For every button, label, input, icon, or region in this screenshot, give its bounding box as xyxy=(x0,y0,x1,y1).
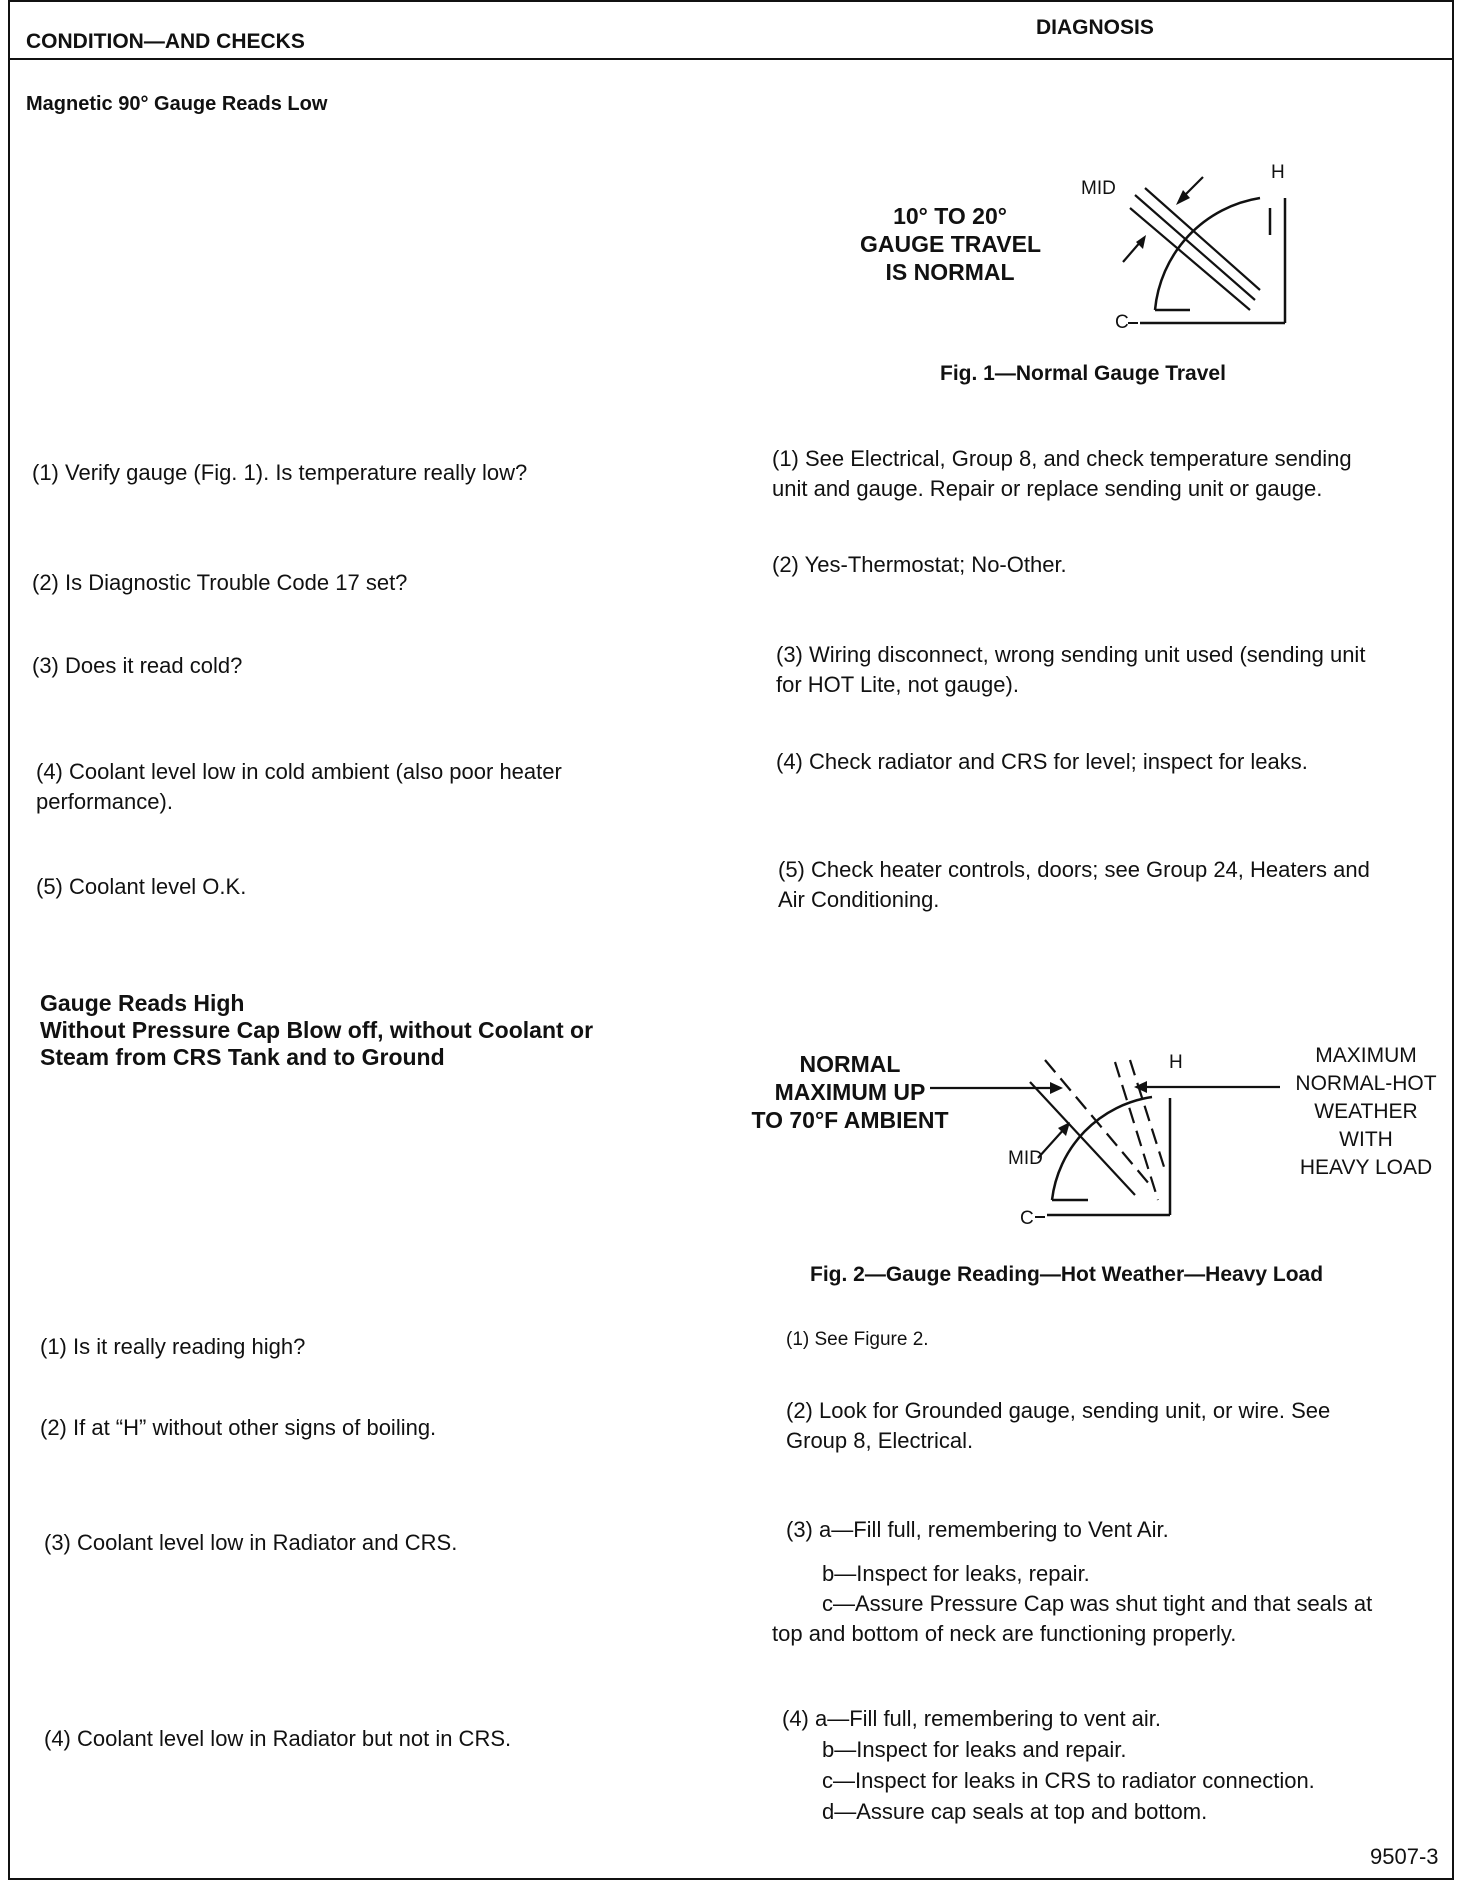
s1-check-2: (2) Is Diagnostic Trouble Code 17 set? xyxy=(32,570,408,595)
diagnosis-line: (2) Look for Grounded gauge, sending unit, or wire. See xyxy=(786,1398,1331,1423)
s2-check-1: (1) Is it really reading high? xyxy=(40,1334,306,1359)
s2-diagnosis-4 xyxy=(782,1703,1315,1827)
s1-check-3: (3) Does it read cold? xyxy=(32,653,243,678)
fig1-label-hot: H xyxy=(1271,162,1285,183)
diagnosis-line: d—Assure cap seals at top and bottom. xyxy=(822,1799,1208,1824)
section2-title-line: Steam from CRS Tank and to Ground xyxy=(40,1044,445,1070)
s1-check-4 xyxy=(36,757,562,817)
s1-diagnosis-3 xyxy=(776,640,1365,700)
fig2-right-note-line: MAXIMUM xyxy=(1315,1044,1417,1067)
check-line: performance). xyxy=(36,789,173,814)
fig2-caption: Fig. 2—Gauge Reading—Hot Weather—Heavy Load xyxy=(810,1263,1324,1286)
fig1-needle xyxy=(1135,195,1255,300)
fig2-left-note-line: MAXIMUM UP xyxy=(774,1079,926,1105)
header-diagnosis: DIAGNOSIS xyxy=(1036,16,1154,39)
diagnosis-line: b—Inspect for leaks and repair. xyxy=(822,1737,1127,1762)
s2-diagnosis-3 xyxy=(772,1515,1372,1649)
fig2-left-note-line: NORMAL xyxy=(799,1051,901,1077)
page-code: 9507-3 xyxy=(1370,1844,1439,1869)
fig2-label-mid: MID xyxy=(1008,1148,1043,1169)
fig1-note-line: 10° TO 20° xyxy=(893,203,1007,229)
diagnosis-line: top and bottom of neck are functioning properly. xyxy=(772,1621,1237,1646)
s2-diagnosis-2 xyxy=(786,1396,1330,1456)
fig2-right-note-line: HEAVY LOAD xyxy=(1299,1156,1433,1179)
section1-title: Magnetic 90° Gauge Reads Low xyxy=(26,93,328,115)
fig1-label-mid: MID xyxy=(1081,178,1116,199)
diagnosis-line: Group 8, Electrical. xyxy=(786,1428,974,1453)
diagnosis-line: unit and gauge. Repair or replace sending unit or gauge. xyxy=(772,476,1323,501)
diagnosis-line: for HOT Lite, not gauge). xyxy=(776,672,1019,697)
diagnosis-line: c—Assure Pressure Cap was shut tight and that seals at xyxy=(822,1591,1373,1616)
s1-diagnosis-5 xyxy=(778,855,1370,915)
fig1-note-line: IS NORMAL xyxy=(885,259,1015,285)
s2-diagnosis-1: (1) See Figure 2. xyxy=(786,1329,929,1350)
fig2-right-note-line: WITH xyxy=(1339,1128,1393,1151)
section2-title xyxy=(40,990,593,1071)
s2-check-2: (2) If at “H” without other signs of boiling. xyxy=(40,1415,437,1440)
s1-check-5: (5) Coolant level O.K. xyxy=(36,874,247,899)
s1-check-1: (1) Verify gauge (Fig. 1). Is temperature really low? xyxy=(32,460,528,485)
fig1-note-line: GAUGE TRAVEL xyxy=(860,231,1042,257)
fig2-left-arrowhead xyxy=(1050,1082,1063,1094)
header-condition: CONDITION—AND CHECKS xyxy=(26,30,305,53)
fig2-label-hot: H xyxy=(1169,1052,1183,1073)
diagnosis-line: (4) a—Fill full, remembering to vent air. xyxy=(782,1706,1162,1731)
diagnosis-line: (3) a—Fill full, remembering to Vent Air. xyxy=(786,1517,1169,1542)
diagnosis-line: c—Inspect for leaks in CRS to radiator connection. xyxy=(822,1768,1315,1793)
fig2-needle-dashed xyxy=(1130,1060,1165,1170)
fig2-left-note-line: TO 70°F AMBIENT xyxy=(751,1107,949,1133)
diagnosis-line: (3) Wiring disconnect, wrong sending unit used (sending unit xyxy=(776,642,1366,667)
fig1-label-cold: C xyxy=(1115,312,1129,333)
diagnosis-line: Air Conditioning. xyxy=(778,887,940,912)
s1-diagnosis-2: (2) Yes-Thermostat; No-Other. xyxy=(772,552,1067,577)
fig2-right-note xyxy=(1282,1042,1450,1182)
diagnosis-line: (5) Check heater controls, doors; see Group 24, Heaters and xyxy=(778,857,1370,882)
diagnosis-line: b—Inspect for leaks, repair. xyxy=(822,1561,1090,1586)
s2-check-3: (3) Coolant level low in Radiator and CRS. xyxy=(44,1530,458,1555)
fig2-right-note-line: NORMAL-HOT xyxy=(1295,1072,1437,1095)
fig2-label-cold: C xyxy=(1020,1208,1034,1229)
s1-diagnosis-4: (4) Check radiator and CRS for level; inspect for leaks. xyxy=(776,749,1308,774)
section2-title-line: Without Pressure Cap Blow off, without Coolant or xyxy=(40,1017,594,1043)
s1-diagnosis-1 xyxy=(772,444,1352,504)
fig2-right-note-line: WEATHER xyxy=(1314,1100,1418,1123)
fig2-dial-arc xyxy=(1052,1097,1152,1200)
section2-title-line: Gauge Reads High xyxy=(40,990,245,1016)
diagnosis-line: (1) See Electrical, Group 8, and check temperature sending xyxy=(772,446,1352,471)
fig2-needle-solid xyxy=(1030,1082,1135,1195)
fig1-needle xyxy=(1130,208,1250,310)
fig1-dial-arc xyxy=(1155,198,1260,310)
fig1-note xyxy=(860,202,1040,286)
fig1-arrowhead-lower xyxy=(1136,235,1146,249)
header-divider xyxy=(8,58,1454,60)
fig2-gauge-diagram xyxy=(920,1050,1300,1230)
check-line: (4) Coolant level low in cold ambient (also poor heater xyxy=(36,759,562,784)
fig1-caption: Fig. 1—Normal Gauge Travel xyxy=(940,362,1226,385)
s2-check-4: (4) Coolant level low in Radiator but not in CRS. xyxy=(44,1726,512,1751)
